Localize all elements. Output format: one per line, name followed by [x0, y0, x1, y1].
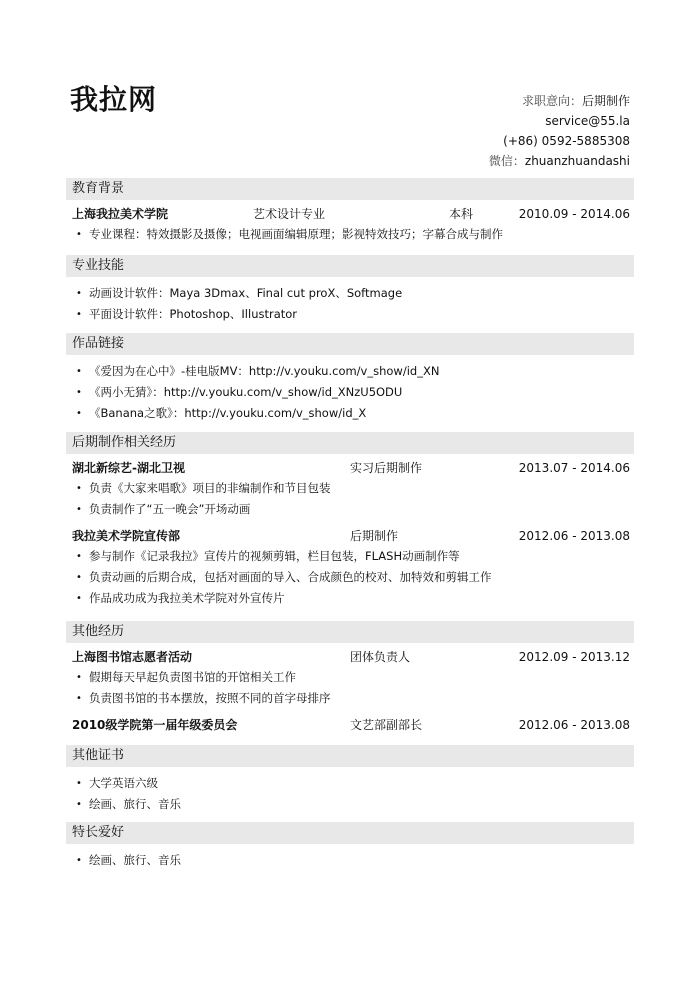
date-range: 2012.06 - 2013.08	[518, 529, 630, 543]
skills-section	[66, 255, 634, 325]
org-name: 湖北新综艺-湖北卫视	[72, 461, 185, 475]
bullet-list	[66, 773, 634, 815]
list-item: • 平面设计软件：Photoshop、Illustrator	[66, 304, 634, 325]
degree: 本科	[449, 207, 474, 221]
org-name: 我拉美术学院宣传部	[72, 529, 181, 543]
list-item: • 作品成功成为我拉美术学院对外宣传片	[66, 588, 634, 609]
experience-entry	[66, 647, 634, 667]
bullet-list	[66, 478, 634, 520]
list-item: • 动画设计软件：Maya 3Dmax、Final cut proX、Softmage	[66, 283, 634, 304]
email-text: service@55.la	[545, 114, 630, 128]
experience-section	[66, 432, 634, 609]
date-range: 2012.06 - 2013.08	[518, 718, 630, 732]
works-section	[66, 333, 634, 424]
other-experience-section	[66, 621, 634, 735]
list-item: • 参与制作《记录我拉》宣传片的视频剪辑，栏目包装，FLASH动画制作等	[66, 546, 634, 567]
school-name: 上海我拉美术学院	[72, 207, 169, 221]
list-item: • 大学英语六级	[66, 773, 634, 794]
list-item: • 专业课程：特效摄影及摄像；电视画面编辑原理；影视特效技巧；字幕合成与制作	[66, 224, 634, 245]
list-item: • 《爱因为在心中》-桂电版MV：http://v.youku.com/v_show/id_XN	[66, 361, 634, 382]
section-title: 作品链接	[66, 333, 634, 355]
education-section	[66, 178, 634, 245]
bullet-list	[66, 361, 634, 424]
role: 团体负责人	[350, 650, 411, 664]
list-item: • 负责《大家来唱歌》项目的非编制作和节目包装	[66, 478, 634, 499]
section-title: 专业技能	[66, 255, 634, 277]
org-name: 2010级学院第一届年级委员会	[72, 718, 238, 732]
bullet-list	[66, 850, 634, 871]
education-entry	[66, 204, 634, 224]
list-item: • 负责制作了“五一晚会”开场动画	[66, 499, 634, 520]
list-item: • 绘画、旅行、音乐	[66, 794, 634, 815]
list-item: • 《两小无猜》：http://v.youku.com/v_show/id_XNzU5ODU	[66, 382, 634, 403]
experience-entry	[66, 526, 634, 546]
role: 实习后期制作	[350, 461, 423, 475]
bullet-list	[66, 283, 634, 325]
bullet-list	[66, 224, 634, 245]
list-item: • 绘画、旅行、音乐	[66, 850, 634, 871]
contact-block	[489, 91, 630, 171]
list-item: • 《Banana之歌》：http://v.youku.com/v_show/id_X	[66, 403, 634, 424]
role: 后期制作	[350, 529, 399, 543]
wechat-value: zhuanzhuandashi	[524, 154, 630, 168]
date-range: 2010.09 - 2014.06	[518, 207, 630, 221]
hobbies-section	[66, 822, 634, 871]
section-title: 其他经历	[66, 621, 634, 643]
bullet-list	[66, 667, 634, 709]
section-title: 后期制作相关经历	[66, 432, 634, 454]
job-intent-value: 后期制作	[581, 94, 630, 108]
bullet-list	[66, 546, 634, 609]
experience-entry	[66, 715, 634, 735]
applicant-name: 我拉网	[70, 83, 158, 116]
certificates-section	[66, 745, 634, 815]
phone-text: (+86) 0592-5885308	[503, 134, 630, 148]
section-title: 其他证书	[66, 745, 634, 767]
section-title: 特长爱好	[66, 822, 634, 844]
list-item: • 假期每天早起负责图书馆的开馆相关工作	[66, 667, 634, 688]
job-intent-label: 求职意向：	[521, 94, 582, 108]
org-name: 上海图书馆志愿者活动	[72, 650, 193, 664]
role: 文艺部副部长	[350, 718, 423, 732]
wechat	[489, 151, 630, 171]
date-range: 2012.09 - 2013.12	[518, 650, 630, 664]
major: 艺术设计专业	[253, 207, 326, 221]
job-intent	[489, 91, 630, 111]
list-item: • 负责图书馆的书本摆放，按照不同的首字母排序	[66, 688, 634, 709]
experience-entry	[66, 458, 634, 478]
list-item: • 负责动画的后期合成，包括对画面的导入、合成颜色的校对、加特效和剪辑工作	[66, 567, 634, 588]
date-range: 2013.07 - 2014.06	[518, 461, 630, 475]
section-title: 教育背景	[66, 178, 634, 200]
wechat-label: 微信：	[488, 154, 525, 168]
